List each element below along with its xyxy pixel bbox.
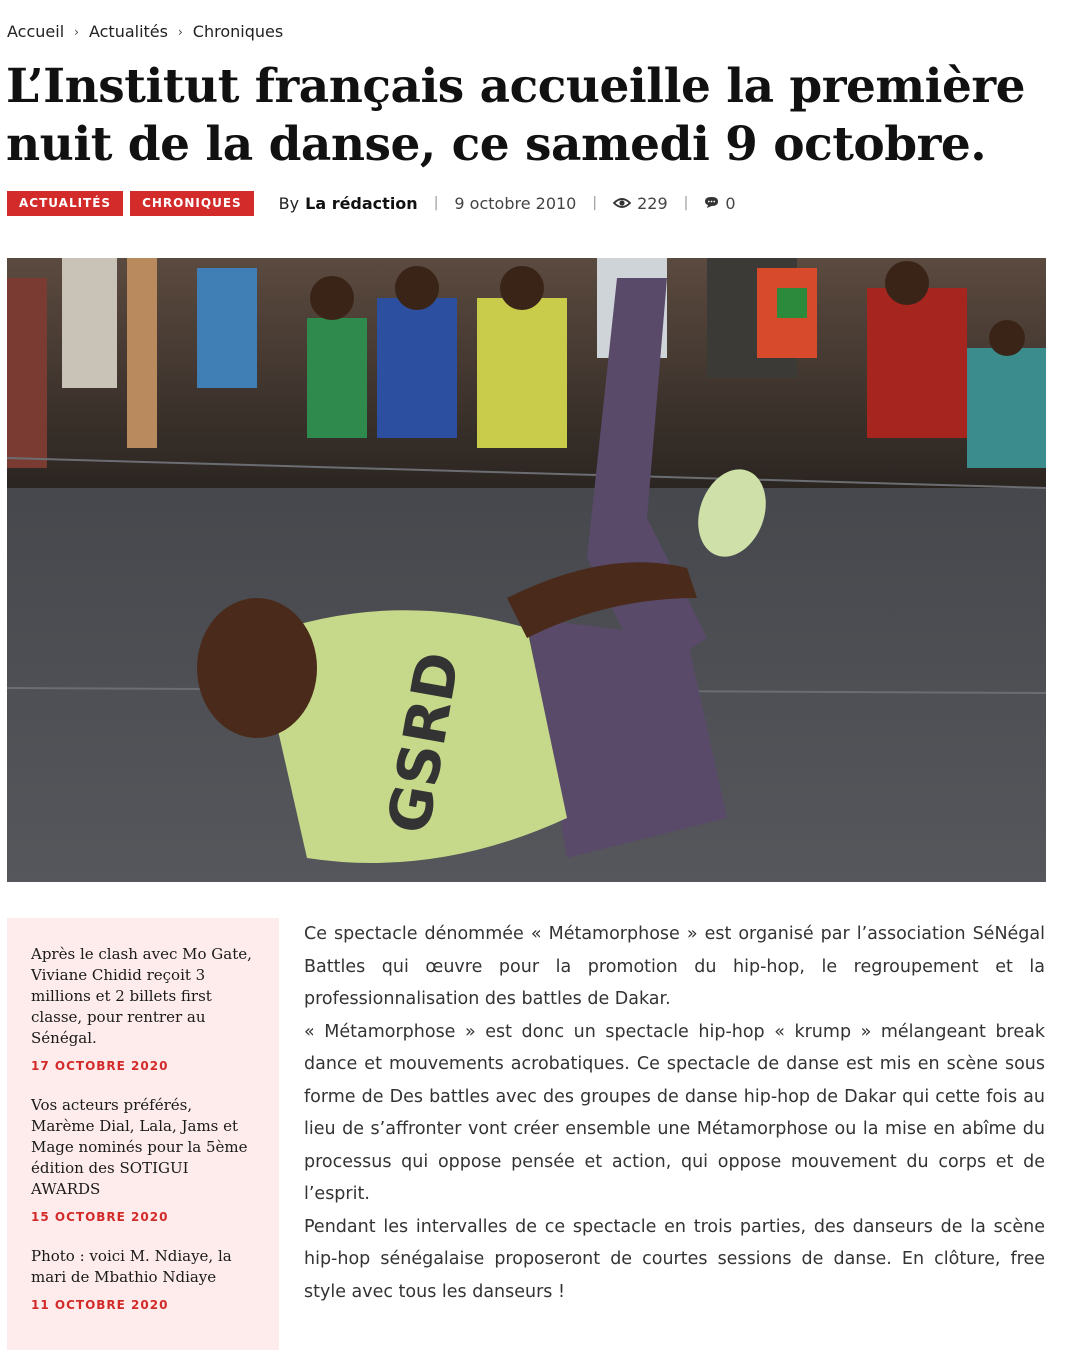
article-body bbox=[304, 918, 1045, 1308]
author-link[interactable]: La rédaction bbox=[305, 193, 418, 213]
related-post-date: 15 OCTOBRE 2020 bbox=[31, 1210, 169, 1224]
meta-divider: | bbox=[592, 195, 598, 211]
shirt-text: GSRD bbox=[374, 647, 473, 839]
featured-image bbox=[7, 258, 1046, 882]
category-badge-chroniques[interactable]: CHRONIQUES bbox=[130, 191, 254, 216]
page-title: L’Institut français accueille la première nuit de la danse, ce samedi 9 octobre. bbox=[6, 59, 1026, 172]
related-post-item[interactable] bbox=[31, 944, 255, 1073]
view-count bbox=[613, 194, 668, 213]
by-label: By bbox=[278, 193, 300, 213]
eye-icon bbox=[613, 197, 631, 209]
meta-divider: | bbox=[683, 195, 689, 211]
chevron-right-icon: › bbox=[177, 24, 183, 39]
meta-divider: | bbox=[433, 195, 439, 211]
related-post-title[interactable]: Vos acteurs préférés, Marème Dial, Lala, Jams et Mage nominés pour la 5ème édition des SOTIGUI AWARDS bbox=[31, 1096, 248, 1198]
comment-icon bbox=[704, 196, 719, 209]
related-post-date: 11 OCTOBRE 2020 bbox=[31, 1298, 169, 1312]
post-meta bbox=[7, 190, 736, 216]
category-badge-actualites[interactable]: ACTUALITÉS bbox=[7, 191, 123, 216]
related-post-item[interactable] bbox=[31, 1246, 255, 1312]
related-post-item[interactable] bbox=[31, 1095, 255, 1224]
view-count-value: 229 bbox=[637, 193, 668, 213]
comment-count[interactable] bbox=[704, 194, 735, 213]
article-paragraph: Ce spectacle dénommée « Métamorphose » est organisé par l’association SéNégal Battles qui œuvre pour la promotion du hip-hop, le regroupement et la professionnalisation des battles de Dakar. bbox=[304, 924, 1045, 1009]
breadcrumb-link-home[interactable]: Accueil bbox=[7, 22, 65, 41]
breadcrumb bbox=[7, 22, 283, 41]
related-post-title[interactable]: Photo : voici M. Ndiaye, la mari de Mbathio Ndiaye bbox=[31, 1247, 232, 1286]
post-date: 9 octobre 2010 bbox=[454, 193, 577, 213]
breadcrumb-link-chroniques[interactable]: Chroniques bbox=[192, 22, 284, 41]
chevron-right-icon: › bbox=[74, 24, 79, 39]
related-post-title[interactable]: Après le clash avec Mo Gate, Viviane Chidid reçoit 3 millions et 2 billets first classe, pour rentrer au Sénégal. bbox=[31, 945, 252, 1047]
article-paragraph: « Métamorphose » est donc un spectacle hip-hop « krump » mélangeant break dance et mouvements acrobatiques. Ce spectacle de danse est mis en scène sous forme de Des battles avec des groupes de danse hip-hop de Dakar qui cette fois au lieu de s’affronter vont créer ensemble une Métamorphose ou la mise en abîme du processus qui oppose pensée et action, qui oppose mouvement du corps et de l’esprit. bbox=[304, 1021, 1045, 1204]
related-posts bbox=[7, 918, 279, 1350]
comment-count-value: 0 bbox=[725, 193, 736, 213]
article-paragraph: Pendant les intervalles de ce spectacle en trois parties, des danseurs de la scène hip-hop sénégalaise proposeront de courtes sessions de danse. En clôture, free style avec tous les danseurs ! bbox=[304, 1216, 1045, 1302]
related-post-date: 17 OCTOBRE 2020 bbox=[31, 1059, 169, 1073]
breadcrumb-link-actualites[interactable]: Actualités bbox=[88, 22, 168, 41]
